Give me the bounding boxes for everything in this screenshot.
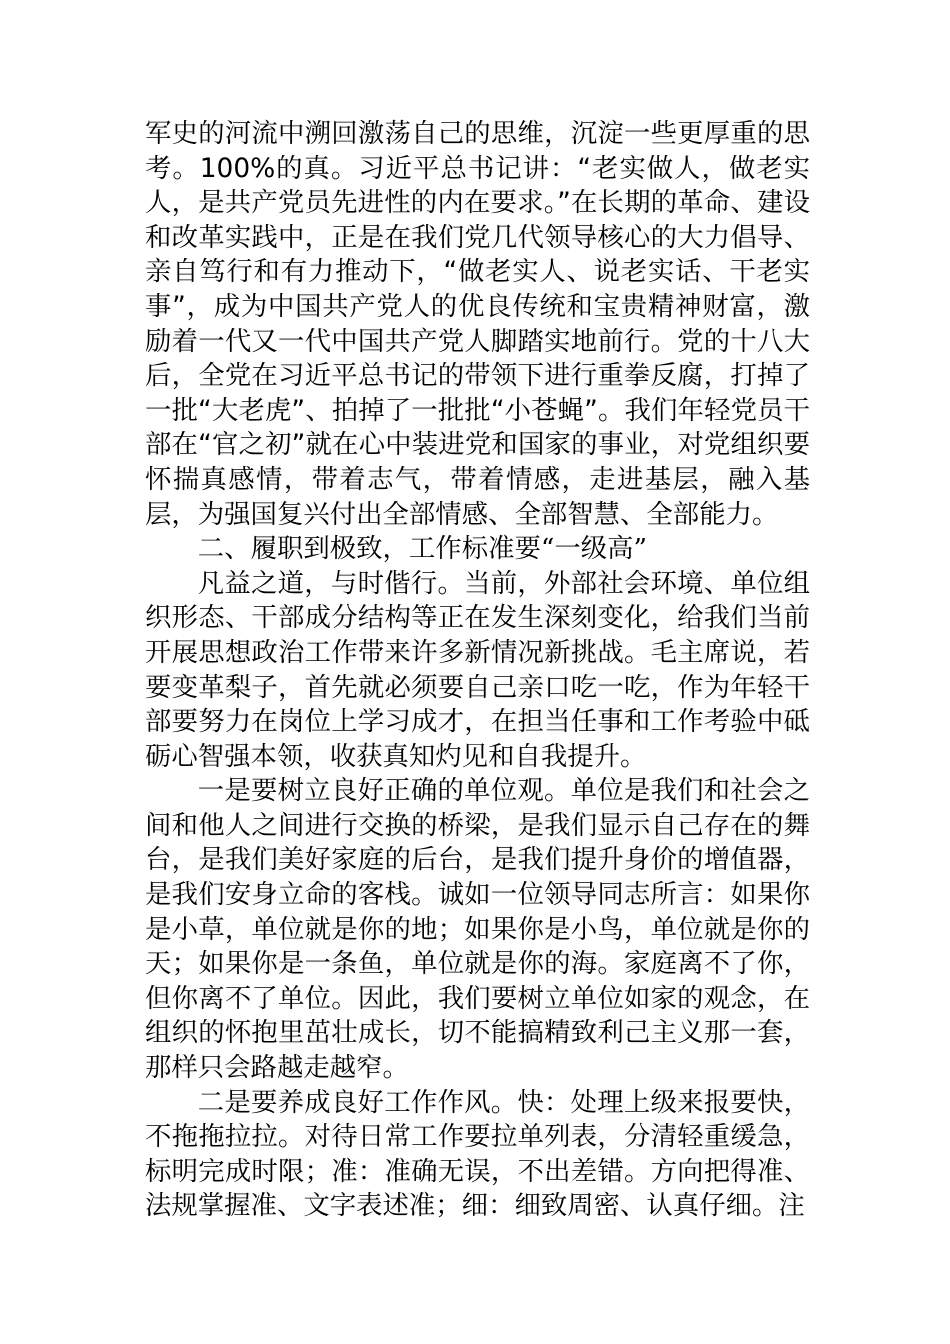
section-heading-two: 二、履职到极致，工作标准要“一级高”	[197, 533, 648, 565]
paragraph-times-change: 凡益之道，与时偕行。当前，外部社会环境、单位组织形态、干部成分结构等正在发生深刻变化，给我们当前开展思想政治工作带来许多新情况新挑战。毛主席说，若要变革梨子，首先就必须要自己亲口吃一吃，作为年轻干部要努力在岗位上学习成才，在担当任事和工作考验中砥砺心智强本领，收获真知灼见和自我提升。	[145, 567, 810, 772]
document-body	[145, 117, 810, 1224]
paragraph-work-style: 二是要养成良好工作作风。快：处理上级来报要快，不拖拖拉拉。对待日常工作要拉单列表，分清轻重缓急，标明完成时限；准：准确无误，不出差错。方向把得准、法规掌握准、文字表述准；细：细致周密、认真仔细。注	[145, 1086, 810, 1222]
paragraph-unit-view: 一是要树立良好正确的单位观。单位是我们和社会之间和他人之间进行交换的桥梁，是我们显示自己存在的舞台，是我们美好家庭的后台，是我们提升身价的增值器，是我们安身立命的客栈。诚如一位领导同志所言：如果你是小草，单位就是你的地；如果你是小鸟，单位就是你的天；如果你是一条鱼，单位就是你的海。家庭离不了你，但你离不了单位。因此，我们要树立单位如家的观念，在组织的怀抱里茁壮成长，切不能搞精致利己主义那一套，那样只会路越走越窄。	[145, 775, 810, 1084]
paragraph-party-conduct: 军史的河流中溯回激荡自己的思维，沉淀一些更厚重的思考。100%的真。习近平总书记讲：“老实做人，做老实人，是共产党员先进性的内在要求。”在长期的革命、建设和改革实践中，正是在我们党几代领导核心的大力倡导、亲自笃行和有力推动下，“做老实人、说老实话、干老实事”，成为中国共产党人的优良传统和宝贵精神财富，激励着一代又一代中国共产党人脚踏实地前行。党的十八大后，全党在习近平总书记的带领下进行重拳反腐，打掉了一批“大老虎”、拍掉了一批批“小苍蝇”。我们年轻党员干部在“官之初”就在心中装进党和国家的事业，对党组织要怀揣真感情，带着志气，带着情感，走进基层，融入基层，为强国复兴付出全部情感、全部智慧、全部能力。	[145, 118, 810, 530]
